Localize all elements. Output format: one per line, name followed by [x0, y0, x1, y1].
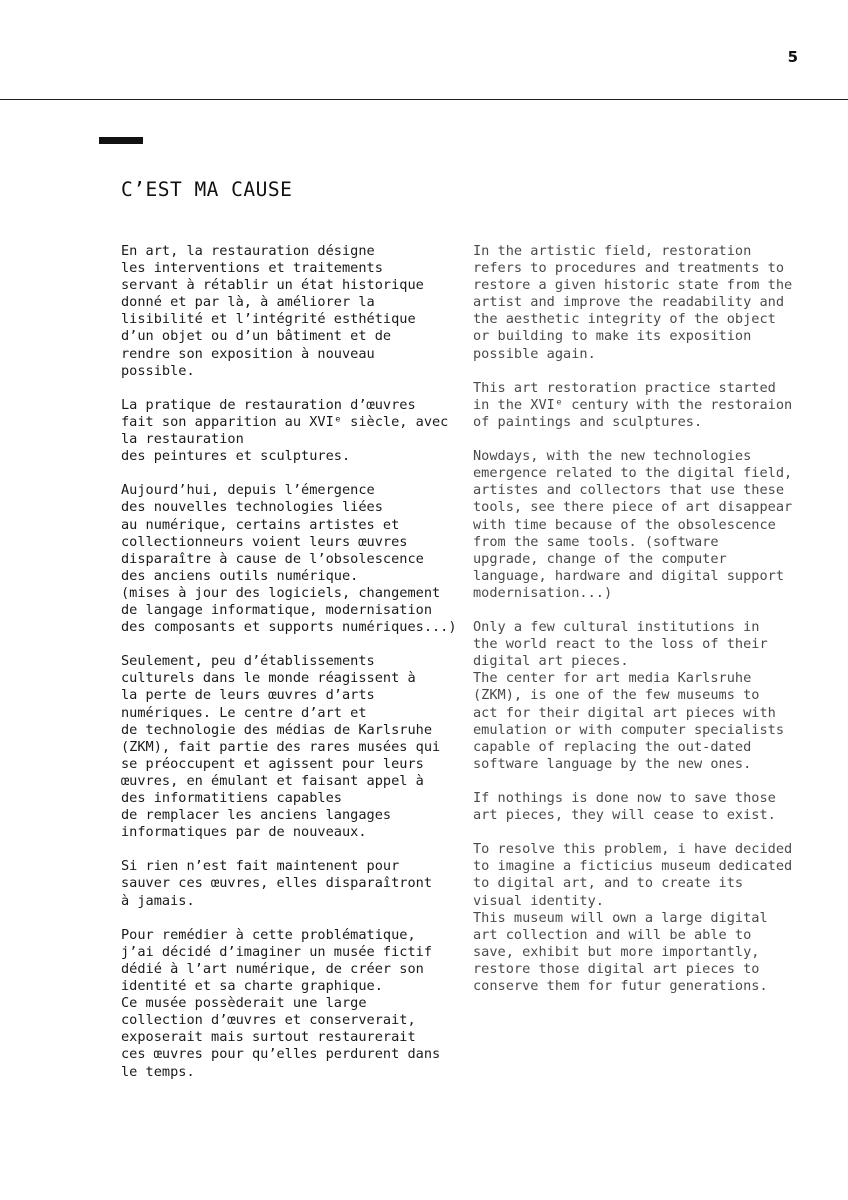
french-text-line: servant à rétablir un état historique	[121, 277, 424, 294]
english-text-line: digital art pieces.	[473, 653, 629, 670]
french-text-line: j’ai décidé d’imaginer un musée fictif	[121, 943, 432, 960]
french-text-line: de technologie des médias de Karlsruhe	[121, 721, 432, 738]
page-number: 5	[787, 48, 798, 66]
french-column	[121, 243, 466, 1098]
french-text-line: des composants et supports numériques...)	[121, 619, 457, 636]
french-text-line: culturels dans le monde réagissent à	[121, 670, 416, 687]
english-text-line: language, hardware and digital support	[473, 567, 784, 584]
english-text-line: upgrade, change of the computer	[473, 550, 727, 567]
english-paragraph	[473, 448, 818, 602]
french-text-line: la restauration	[121, 431, 244, 448]
french-text-line: disparaître à cause de l’obsolescence	[121, 550, 424, 567]
french-text-line: (ZKM), fait partie des rares musées qui	[121, 738, 441, 755]
english-text-line: art pieces, they will cease to exist.	[473, 807, 776, 824]
english-text-line: This museum will own a large digital	[473, 909, 768, 926]
french-text-line: la perte de leurs œuvres d’arts	[121, 687, 375, 704]
french-text-line: exposerait mais surtout restaurerait	[121, 1029, 416, 1046]
french-text-line: ces œuvres pour qu’elles perdurent dans	[121, 1046, 441, 1063]
french-text-line: donné et par là, à améliorer la	[121, 294, 375, 311]
french-text-line: d’un objet ou d’un bâtiment et de	[121, 328, 392, 345]
english-text-line: the aesthetic integrity of the object	[473, 311, 776, 328]
english-text-line: modernisation...)	[473, 584, 613, 601]
english-paragraph	[473, 380, 818, 431]
french-text-line: collection d’œuvres et conserverait,	[121, 1012, 416, 1029]
english-text-line: restore those digital art pieces to	[473, 960, 760, 977]
english-text-line: software language by the new ones.	[473, 755, 752, 772]
english-text-line: refers to procedures and treatments to	[473, 260, 784, 277]
french-text-line: identité et sa charte graphique.	[121, 978, 383, 995]
english-text-line: Only a few cultural institutions in	[473, 619, 760, 636]
french-text-line: informatiques par de nouveaux.	[121, 824, 367, 841]
english-text-line: To resolve this problem, i have decided	[473, 841, 793, 858]
french-text-line: (mises à jour des logiciels, changement	[121, 584, 441, 601]
english-text-line: emergence related to the digital field,	[473, 465, 793, 482]
french-text-line: rendre son exposition à nouveau	[121, 345, 375, 362]
french-text-line: numériques. Le centre d’art et	[121, 704, 367, 721]
header-rule	[0, 99, 848, 100]
french-paragraph	[121, 482, 466, 636]
french-text-line: Aujourd’hui, depuis l’émergence	[121, 482, 375, 499]
french-text-line: sauver ces œuvres, elles disparaîtront	[121, 875, 432, 892]
english-text-line: in the XVIᵉ century with the restoraion	[473, 396, 793, 413]
french-paragraph	[121, 653, 466, 841]
english-text-line: The center for art media Karlsruhe	[473, 670, 752, 687]
english-text-line: art collection and will be able to	[473, 926, 752, 943]
english-text-line: to digital art, and to create its	[473, 875, 744, 892]
english-text-line: of paintings and sculptures.	[473, 413, 703, 430]
french-text-line: collectionneurs voient leurs œuvres	[121, 533, 408, 550]
section-title: C’EST MA CAUSE	[121, 178, 293, 201]
english-text-line: act for their digital art pieces with	[473, 704, 776, 721]
french-text-line: le temps.	[121, 1063, 195, 1080]
english-text-line: visual identity.	[473, 892, 604, 909]
french-text-line: Si rien n’est fait maintenent pour	[121, 858, 400, 875]
french-text-line: possible.	[121, 362, 195, 379]
french-text-line: les interventions et traitements	[121, 260, 383, 277]
english-text-line: conserve them for futur generations.	[473, 978, 768, 995]
french-text-line: La pratique de restauration d’œuvres	[121, 396, 416, 413]
french-paragraph	[121, 243, 466, 380]
french-text-line: de remplacer les anciens langages	[121, 807, 392, 824]
english-text-line: capable of replacing the out-dated	[473, 738, 752, 755]
french-paragraph	[121, 397, 466, 465]
french-text-line: au numérique, certains artistes et	[121, 516, 400, 533]
english-text-line: artistes and collectors that use these	[473, 482, 784, 499]
french-text-line: lisibilité et l’intégrité esthétique	[121, 311, 416, 328]
french-text-line: à jamais.	[121, 892, 195, 909]
english-text-line: Nowdays, with the new technologies	[473, 448, 752, 465]
english-text-line: to imagine a ficticius museum dedicated	[473, 858, 793, 875]
english-text-line: In the artistic field, restoration	[473, 243, 752, 259]
english-paragraph	[473, 790, 818, 824]
english-text-line: artist and improve the readability and	[473, 294, 784, 311]
english-text-line: or building to make its exposition	[473, 328, 752, 345]
french-text-line: de langage informatique, modernisation	[121, 601, 432, 618]
english-paragraph	[473, 243, 818, 363]
english-paragraph	[473, 619, 818, 773]
french-text-line: Ce musée possèderait une large	[121, 995, 367, 1012]
english-text-line: This art restoration practice started	[473, 379, 776, 396]
french-text-line: Seulement, peu d’établissements	[121, 653, 375, 670]
english-text-line: tools, see there piece of art disappear	[473, 499, 793, 516]
english-text-line: If nothings is done now to save those	[473, 790, 776, 806]
english-text-line: from the same tools. (software	[473, 533, 719, 550]
french-text-line: des peintures et sculptures.	[121, 448, 351, 465]
english-text-line: the world react to the loss of their	[473, 636, 768, 653]
french-text-line: des informatitiens capables	[121, 790, 342, 806]
french-text-line: En art, la restauration désigne	[121, 243, 375, 259]
english-text-line: restore a given historic state from the	[473, 277, 793, 294]
french-paragraph	[121, 927, 466, 1081]
french-text-line: fait son apparition au XVIᵉ siècle, avec	[121, 413, 449, 430]
english-paragraph	[473, 841, 818, 995]
french-paragraph	[121, 858, 466, 909]
french-text-line: des nouvelles technologies liées	[121, 499, 383, 516]
french-text-line: Pour remédier à cette problématique,	[121, 926, 416, 943]
french-text-line: dédié à l’art numérique, de créer son	[121, 960, 424, 977]
french-text-line: œuvres, en émulant et faisant appel à	[121, 772, 424, 789]
english-text-line: (ZKM), is one of the few museums to	[473, 687, 760, 704]
section-mark	[99, 137, 143, 144]
french-text-line: des anciens outils numérique.	[121, 567, 359, 584]
french-text-line: se préoccupent et agissent pour leurs	[121, 755, 424, 772]
english-text-line: emulation or with computer specialists	[473, 721, 784, 738]
english-text-line: with time because of the obsolescence	[473, 516, 776, 533]
english-text-line: possible again.	[473, 345, 596, 362]
english-column	[473, 243, 818, 1012]
english-text-line: save, exhibit but more importantly,	[473, 943, 760, 960]
